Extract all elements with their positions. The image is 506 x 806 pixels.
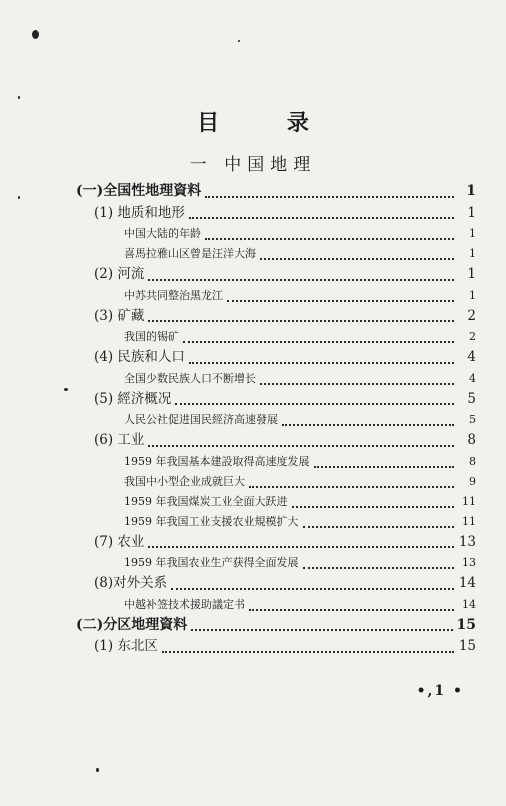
toc-entry-page: 14 — [458, 575, 476, 591]
dot-leader — [175, 393, 454, 405]
toc-entry-page: 4 — [467, 349, 476, 365]
toc-entry — [76, 369, 476, 389]
dot-leader — [282, 414, 454, 426]
toc-entry-page: 15 — [456, 616, 476, 633]
toc-entry — [76, 306, 476, 328]
toc-entry-page: 8 — [469, 454, 476, 468]
dot-leader — [260, 373, 454, 385]
toc-entry — [76, 553, 476, 573]
toc-entry-page: 9 — [469, 474, 476, 488]
toc-entry-page: 8 — [467, 432, 476, 448]
dot-leader — [189, 207, 454, 219]
toc-entry-label: 我国的锡矿 — [124, 330, 179, 343]
toc-entry-page: 4 — [469, 371, 476, 385]
toc-entry — [76, 452, 476, 472]
dot-leader — [148, 310, 454, 322]
toc-entry — [76, 181, 476, 203]
toc-entry-page: 1 — [466, 183, 476, 199]
toc-entry — [76, 636, 476, 658]
page-number: •,1 • — [416, 683, 464, 699]
scan-speck — [238, 40, 240, 42]
toc-entry-label: (二)分区地理資料 — [76, 616, 188, 633]
toc-entry-label: (一)全国性地理資料 — [76, 183, 202, 199]
toc-entry-page: 5 — [467, 390, 476, 407]
toc-entry-label: 中国大陆的年龄 — [124, 227, 201, 240]
toc-entry-page: 5 — [469, 413, 476, 426]
toc-entry — [76, 286, 476, 306]
table-of-contents — [76, 181, 476, 658]
toc-entry — [76, 389, 476, 411]
toc-entry-page: 15 — [458, 638, 476, 654]
toc-entry-label: 1959 年我国基本建設取得高速度发展 — [124, 454, 310, 468]
toc-entry — [76, 472, 476, 492]
toc-entry-label: 我国中小型企业成就巨大 — [124, 474, 245, 488]
toc-entry-page: 1 — [469, 288, 476, 302]
toc-entry — [76, 512, 476, 532]
dot-leader — [183, 331, 454, 343]
toc-entry-label: (1) 东北区 — [94, 638, 158, 654]
dot-leader — [148, 435, 454, 447]
dot-leader — [249, 476, 454, 488]
toc-entry — [76, 410, 476, 430]
toc-entry — [76, 203, 476, 225]
toc-entry-label: 中越补签技术援助議定书 — [124, 597, 245, 611]
toc-entry — [76, 492, 476, 512]
toc-entry — [76, 327, 476, 347]
toc-entry — [76, 615, 476, 637]
dot-leader — [249, 599, 454, 611]
toc-entry-label: (4) 民族和人口 — [94, 349, 185, 365]
dot-leader — [191, 619, 452, 631]
toc-entry-label: 1959 年我国农业生产获得全面发展 — [124, 556, 299, 569]
toc-entry-label: 中苏共同整治黑龙江 — [124, 288, 223, 302]
toc-entry-page: 1 — [467, 204, 476, 221]
toc-entry-page: 1 — [469, 247, 476, 260]
dot-leader — [148, 536, 454, 548]
dot-leader — [303, 516, 455, 528]
dot-leader — [205, 228, 454, 240]
toc-entry-page: 11 — [462, 494, 476, 508]
dot-leader — [260, 248, 454, 260]
dot-leader — [148, 269, 454, 281]
toc-entry — [76, 347, 476, 369]
toc-entry-label: 1959 年我国煤炭工业全面大跃进 — [124, 494, 288, 508]
toc-entry — [76, 430, 476, 452]
toc-entry-page: 11 — [462, 514, 476, 528]
toc-entry-page: 1 — [469, 227, 476, 240]
scan-speck — [18, 196, 20, 199]
toc-entry-label: 喜馬拉雅山区曾是汪洋大海 — [124, 247, 256, 260]
toc-entry-label: 1959 年我国工业支援农业規模扩大 — [124, 514, 299, 528]
toc-entry-label: 人民公社促进国民經济高速發展 — [124, 413, 278, 426]
toc-entry-page: 2 — [469, 330, 476, 343]
toc-entry-label: (5) 經济概况 — [94, 390, 172, 407]
toc-entry-page: 1 — [467, 266, 476, 282]
toc-entry — [76, 264, 476, 286]
toc-entry-page: 13 — [462, 556, 476, 569]
toc-entry-label: (3) 矿藏 — [94, 307, 145, 324]
scan-speck — [64, 388, 68, 391]
toc-entry — [76, 224, 476, 244]
chapter-heading: 一 中国地理 — [189, 155, 317, 175]
toc-entry-label: (6) 工业 — [94, 432, 145, 448]
dot-leader — [227, 290, 454, 302]
toc-entry-label: (7) 农业 — [94, 533, 145, 550]
toc-entry — [76, 244, 476, 264]
toc-entry-page: 14 — [462, 597, 476, 611]
toc-entry — [76, 532, 476, 554]
scan-speck — [18, 96, 20, 99]
dot-leader — [303, 557, 455, 569]
dot-leader — [292, 496, 455, 508]
page-title: 目 录 — [197, 110, 339, 136]
toc-entry-label: (2) 河流 — [94, 266, 145, 282]
dot-leader — [162, 641, 454, 653]
dot-leader — [314, 456, 455, 468]
scan-speck — [32, 30, 39, 39]
dot-leader — [205, 186, 454, 198]
toc-entry-page: 13 — [458, 533, 476, 550]
scan-speck — [96, 768, 99, 772]
toc-entry — [76, 573, 476, 595]
toc-entry-label: (8)对外关系 — [94, 575, 168, 591]
toc-entry — [76, 595, 476, 615]
dot-leader — [189, 352, 454, 364]
toc-entry-page: 2 — [467, 307, 476, 324]
dot-leader — [171, 578, 454, 590]
toc-entry-label: 全国少数民族人口不断增长 — [124, 371, 256, 385]
toc-entry-label: (1) 地质和地形 — [94, 204, 185, 221]
